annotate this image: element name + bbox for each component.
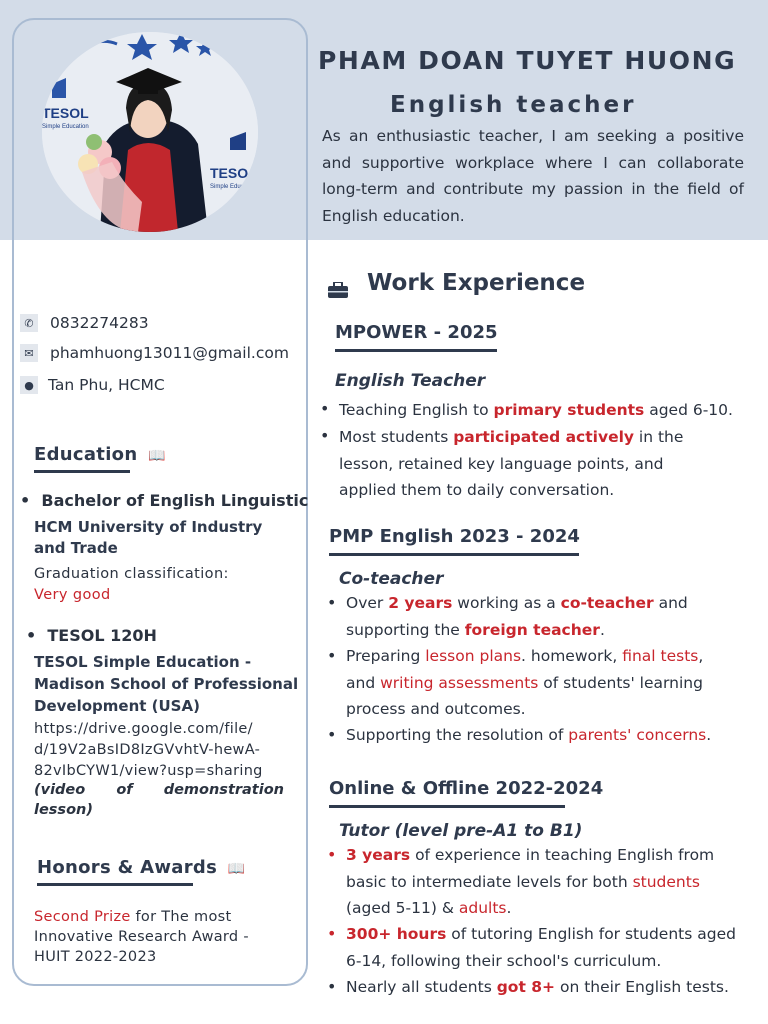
bullet-dot: • <box>327 977 337 996</box>
job-tutor-underline <box>329 805 565 808</box>
phone-number: 0832274283 <box>50 314 149 332</box>
job-pmp-bullet-3: Supporting the resolution of parents' concerns. <box>346 726 712 744</box>
job-pmp-underline <box>329 553 579 556</box>
degree-tesol: • TESOL 120H <box>26 626 157 645</box>
honors-heading: Honors & Awards 📖 <box>37 857 246 878</box>
job-mpower-bullet-1: Teaching English to primary students aged 6-10. <box>339 401 733 419</box>
honors-underline <box>37 883 193 886</box>
bullet-dot: • <box>327 593 337 612</box>
job-tutor-bullet-1: 3 years of experience in teaching English from basic to intermediate levels for both students (aged 5-11) & adults. <box>346 846 715 917</box>
email-address: phamhuong13011@gmail.com <box>50 344 289 362</box>
svg-text:TESOL: TESOL <box>42 105 89 121</box>
graduation-classification: Graduation classification: Very good <box>34 566 229 603</box>
job-tutor-bullet-3: Nearly all students got 8+ on their English tests. <box>346 978 729 996</box>
degree-bachelor: • Bachelor of English Linguistic <box>20 491 309 510</box>
candidate-role: English teacher <box>390 92 637 118</box>
education-heading: Education 📖 <box>34 444 166 465</box>
contact-email <box>20 344 289 362</box>
location-pin-icon: ● <box>20 376 38 394</box>
svg-text:Simple Educ: Simple Educ <box>210 184 244 190</box>
job-mpower-underline <box>335 349 497 352</box>
phone-icon: ✆ <box>20 314 38 332</box>
job-pmp-bullet-1: Over 2 years working as a co-teacher and supporting the foreign teacher. <box>346 594 688 639</box>
profile-photo <box>42 32 258 232</box>
contact-location <box>20 376 165 394</box>
bullet-dot: • <box>327 646 337 665</box>
career-objective: As an enthusiastic teacher, I am seeking a positive and supportive workplace where I can collaborate long-term and contribute my passion in the field of English education. <box>322 127 744 225</box>
school-tesol: TESOL Simple Education - Madison School of Professional Development (USA) <box>34 653 299 715</box>
work-heading: Work Experience <box>367 270 586 296</box>
bullet-dot: • <box>26 626 48 645</box>
job-pmp-bullet-2: Preparing lesson plans. homework, final tests, and writing assessments of students' learning process and outcomes. <box>346 647 704 718</box>
education-underline <box>34 470 130 473</box>
location-text: Tan Phu, HCMC <box>48 376 165 394</box>
school-huit: HCM University of Industry and Trade <box>34 518 263 557</box>
book-icon: 📖 <box>148 448 166 464</box>
contact-phone <box>20 314 149 332</box>
briefcase-icon <box>328 282 348 302</box>
bullet-dot: • <box>327 924 337 943</box>
bullet-dot: • <box>327 725 337 744</box>
graduation-photo-icon <box>42 32 258 232</box>
bullet-dot: • <box>320 399 330 418</box>
job-mpower-bullet-2: Most students participated actively in the lesson, retained key language points, and applied them to daily conversation. <box>339 428 684 499</box>
job-mpower-heading: MPOWER - 2025 <box>335 322 498 343</box>
job-pmp-heading: PMP English 2023 - 2024 <box>329 526 580 547</box>
job-pmp-role: Co-teacher <box>339 569 444 589</box>
job-tutor-role: Tutor (level pre-A1 to B1) <box>339 821 583 841</box>
bullet-dot: • <box>320 426 330 445</box>
bullet-dot: • <box>327 845 337 864</box>
svg-text:Simple Education: Simple Education <box>42 124 89 130</box>
svg-text:TESO: TESO <box>210 165 249 181</box>
mail-icon: ✉ <box>20 344 38 362</box>
job-tutor-bullet-2: 300+ hours of tutoring English for students aged 6-14, following their school's curriculum. <box>346 925 736 970</box>
book-icon: 📖 <box>227 861 246 877</box>
candidate-name: PHAM DOAN TUYET HUONG <box>318 46 737 75</box>
honor-item: Second Prize for The most Innovative Research Award - HUIT 2022-2023 <box>34 909 249 965</box>
job-tutor-heading: Online & Offline 2022-2024 <box>329 778 604 799</box>
tesol-note: (video of demonstration lesson) <box>34 782 284 818</box>
bullet-dot: • <box>20 491 42 510</box>
tesol-link[interactable]: https://drive.google.com/file/ d/19V2aBsID8IzGVvhtV-hewA- 82vIbCYW1/view?usp=sharing <box>34 721 263 779</box>
job-mpower-role: English Teacher <box>335 371 486 391</box>
